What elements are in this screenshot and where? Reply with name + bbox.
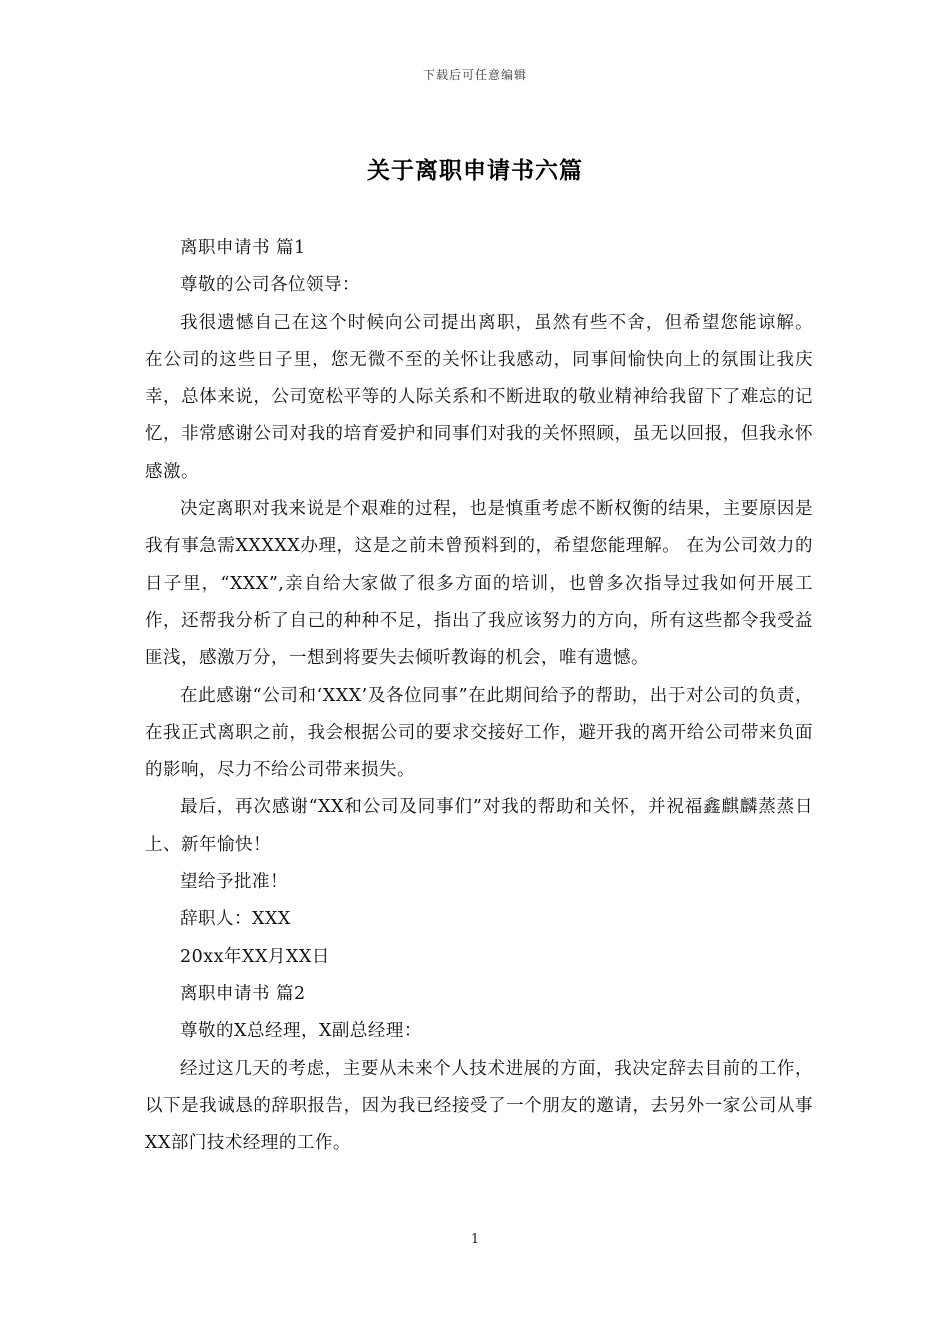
body-paragraph: 最后，再次感谢“XX和公司及同事们”对我的帮助和关怀，并祝福鑫麒麟蒸蒸日上、新年愉快！: [145, 797, 813, 855]
section-heading-2: 离职申请书 篇2: [180, 983, 306, 1004]
salutation-2: 尊敬的X总经理，X副总经理：: [180, 1021, 422, 1042]
page-number: 1: [470, 1232, 480, 1247]
signature-line: 辞职人：XXX: [180, 909, 291, 930]
date-line: 20xx年XX月XX日: [180, 946, 330, 967]
body-paragraph: 决定离职对我来说是个艰难的过程，也是慎重考虑不断权衡的结果，主要原因是我有事急需XXXXX办理，这是之前未曾预料到的，希望您能理解。 在为公司效力的日子里，“XXX”,亲自给大家做了很多方面的培训，也曾多次指导过我如何开展工作，还帮我分析了自己的种种不足，指出了我应该努力的方向，所有这些都令我受益匪浅，感激万分，一想到将要失去倾听教诲的机会，唯有遗憾。: [145, 499, 813, 669]
body-paragraph: 经过这几天的考虑，主要从未来个人技术进展的方面，我决定辞去目前的工作，以下是我诚恳的辞职报告，因为我已经接受了一个朋友的邀请，去另外一家公司从事XX部门技术经理的工作。: [145, 1058, 813, 1154]
approval-request: 望给予批准！: [180, 872, 288, 893]
document-body: [145, 230, 813, 1162]
body-paragraph: 我很遗憾自己在这个时候向公司提出离职，虽然有些不舍，但希望您能谅解。 在公司的这些日子里，您无微不至的关怀让我感动，同事间愉快向上的氛围让我庆幸，总体来说，公司宽松平等的人际关系和不断进取的敬业精神给我留下了难忘的记忆，非常感谢公司对我的培育爱护和同事们对我的关怀照顾，虽无以回报，但我永怀感激。: [145, 312, 813, 482]
body-paragraph: 在此感谢“公司和‘XXX’及各位同事”在此期间给予的帮助，出于对公司的负责，在我正式离职之前，我会根据公司的要求交接好工作，避开我的离开给公司带来负面的影响，尽力不给公司带来损失。: [145, 685, 813, 781]
section-heading-1: 离职申请书 篇1: [180, 238, 306, 258]
page-header-note: 下载后可任意编辑: [422, 68, 527, 82]
salutation-1: 尊敬的公司各位领导：: [180, 275, 360, 296]
document-title: 关于离职申请书六篇: [367, 158, 583, 184]
